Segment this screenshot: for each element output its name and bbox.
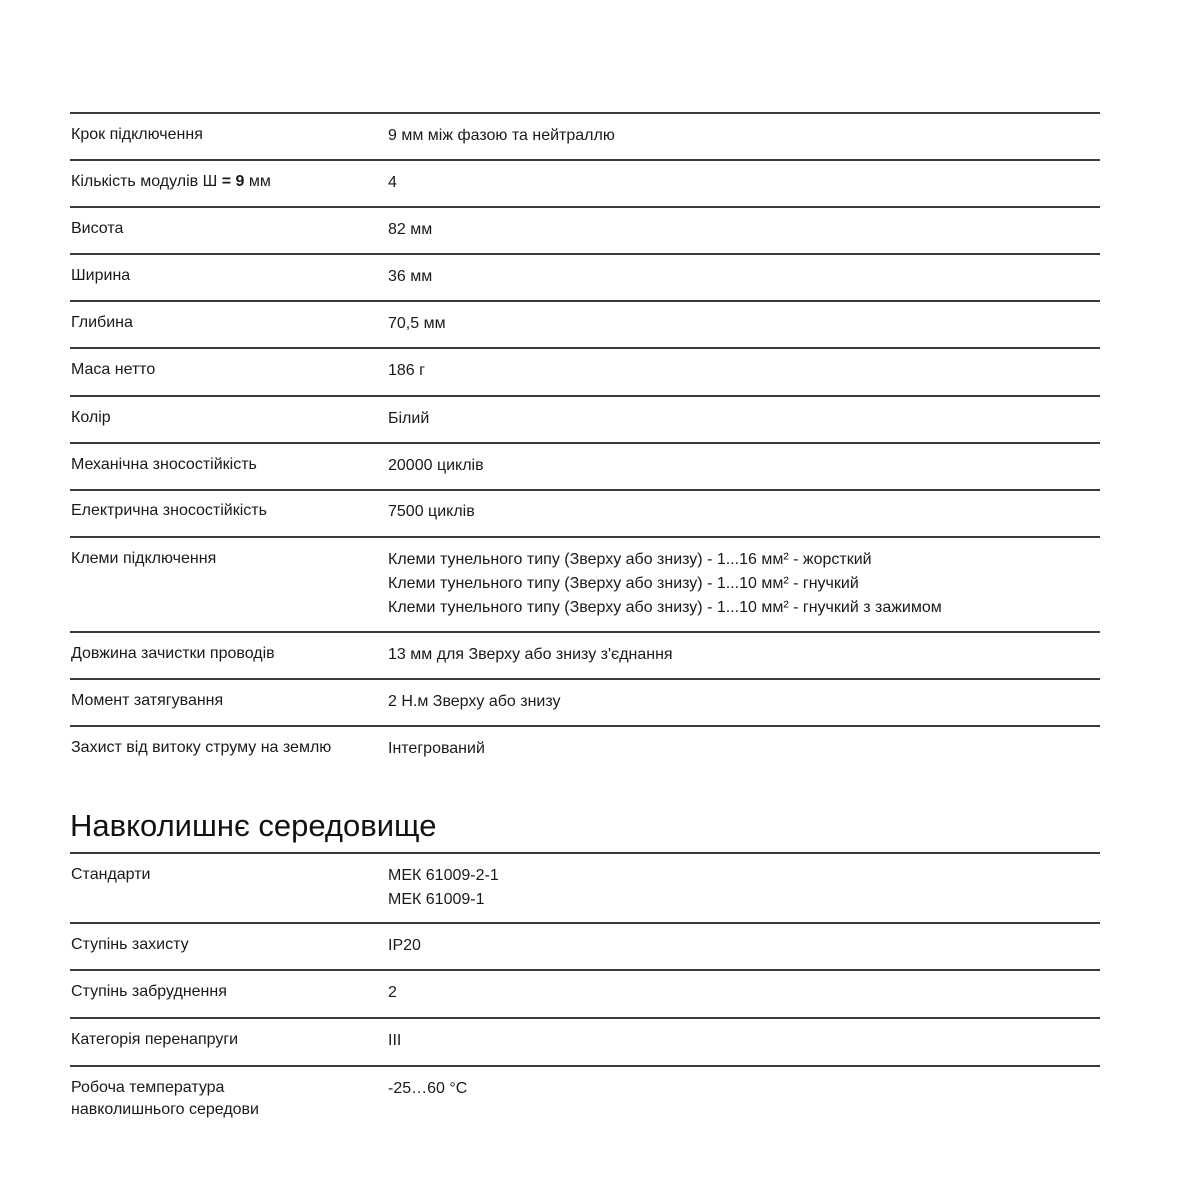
- spec-value: [388, 500, 1100, 536]
- spec-label: Стандарти: [71, 866, 151, 883]
- spec-table-environment: [70, 852, 1100, 1125]
- spec-label: Ширина: [71, 267, 131, 284]
- spec-value: [388, 737, 1100, 772]
- spec-value-line: 70,5 мм: [388, 315, 446, 332]
- spec-label-part: = 9: [221, 173, 245, 190]
- spec-row: [70, 159, 1100, 206]
- spec-value: [388, 359, 1100, 395]
- spec-value-line: IP20: [388, 937, 421, 954]
- spec-row: [70, 395, 1100, 442]
- spec-value: [388, 1077, 1100, 1125]
- spec-label: Категорія перенапруги: [71, 1031, 239, 1048]
- spec-value-line: -25…60 °C: [388, 1080, 468, 1097]
- spec-label-line: Робоча температура: [71, 1079, 225, 1096]
- spec-row: [70, 489, 1100, 536]
- spec-row: [70, 678, 1100, 725]
- spec-label-line: навколишнього середови: [71, 1101, 259, 1118]
- spec-value: [388, 548, 1100, 631]
- spec-row: [70, 1017, 1100, 1065]
- spec-row: [70, 1065, 1100, 1125]
- spec-value-line: 2: [388, 984, 397, 1001]
- spec-label: Клеми підключення: [71, 550, 217, 567]
- section-heading: Навколишнє середовище: [70, 808, 437, 843]
- spec-value: [388, 265, 1100, 300]
- spec-label: Момент затягування: [71, 692, 224, 709]
- spec-label: Механічна зносостійкість: [71, 456, 257, 473]
- spec-value-line: 20000 циклів: [388, 457, 484, 474]
- spec-row: [70, 969, 1100, 1017]
- spec-row: [70, 922, 1100, 969]
- spec-row: [70, 725, 1100, 772]
- spec-value-line: МЕК 61009-2-1: [388, 867, 499, 884]
- spec-value-line: 186 г: [388, 362, 425, 379]
- spec-value: [388, 864, 1100, 922]
- spec-label: [70, 1077, 388, 1125]
- spec-value-line: 36 мм: [388, 268, 433, 285]
- spec-label: Висота: [71, 220, 124, 237]
- spec-row: [70, 536, 1100, 631]
- spec-label: Захист від витоку струму на землю: [71, 739, 332, 756]
- spec-row: [70, 347, 1100, 395]
- spec-label-part: мм: [244, 173, 271, 190]
- spec-label-part: Кількість модулів Ш: [71, 173, 222, 190]
- spec-row: [70, 112, 1100, 159]
- spec-value: [388, 312, 1100, 347]
- spec-value-line: Клеми тунельного типу (Зверху або знизу) - 1...10 мм² - гнучкий: [388, 575, 859, 592]
- spec-value: [388, 218, 1100, 253]
- spec-label: [70, 171, 388, 206]
- spec-label: Довжина зачистки проводів: [71, 645, 275, 662]
- spec-value-line: 2 Н.м Зверху або знизу: [388, 693, 561, 710]
- spec-label: Колір: [71, 409, 111, 426]
- spec-row: [70, 300, 1100, 347]
- spec-value-line: 13 мм для Зверху або знизу з'єднання: [388, 646, 673, 663]
- spec-label: Маса нетто: [71, 361, 156, 378]
- spec-value: [388, 1029, 1100, 1065]
- spec-value-line: 9 мм між фазою та нейтраллю: [388, 127, 615, 144]
- spec-value: [388, 407, 1100, 442]
- spec-value: [388, 454, 1100, 489]
- spec-value-line: Білий: [388, 410, 430, 427]
- spec-value-line: III: [388, 1032, 402, 1049]
- spec-value-line: Інтегрований: [388, 740, 485, 757]
- spec-value-line: Клеми тунельного типу (Зверху або знизу) - 1...10 мм² - гнучкий з зажимом: [388, 599, 942, 616]
- spec-value: [388, 690, 1100, 725]
- spec-row: [70, 852, 1100, 922]
- spec-value-line: МЕК 61009-1: [388, 891, 485, 908]
- spec-value: [388, 171, 1100, 206]
- spec-value-line: 7500 циклів: [388, 503, 475, 520]
- spec-label: Крок підключення: [71, 126, 203, 143]
- spec-value: [388, 643, 1100, 678]
- spec-row: [70, 631, 1100, 678]
- spec-row: [70, 253, 1100, 300]
- spec-value: [388, 981, 1100, 1017]
- spec-row: [70, 442, 1100, 489]
- spec-row: [70, 206, 1100, 253]
- spec-value-line: Клеми тунельного типу (Зверху або знизу) - 1...16 мм² - жорсткий: [388, 551, 872, 568]
- spec-value: [388, 934, 1100, 969]
- spec-table-main: [70, 112, 1100, 772]
- spec-value-line: 82 мм: [388, 221, 433, 238]
- spec-label: Електрична зносостійкість: [71, 502, 267, 519]
- spec-label: Ступінь захисту: [71, 936, 189, 953]
- spec-value-line: 4: [388, 174, 397, 191]
- spec-label: Глибина: [71, 314, 133, 331]
- spec-label: Ступінь забруднення: [71, 983, 227, 1000]
- spec-value: [388, 124, 1100, 159]
